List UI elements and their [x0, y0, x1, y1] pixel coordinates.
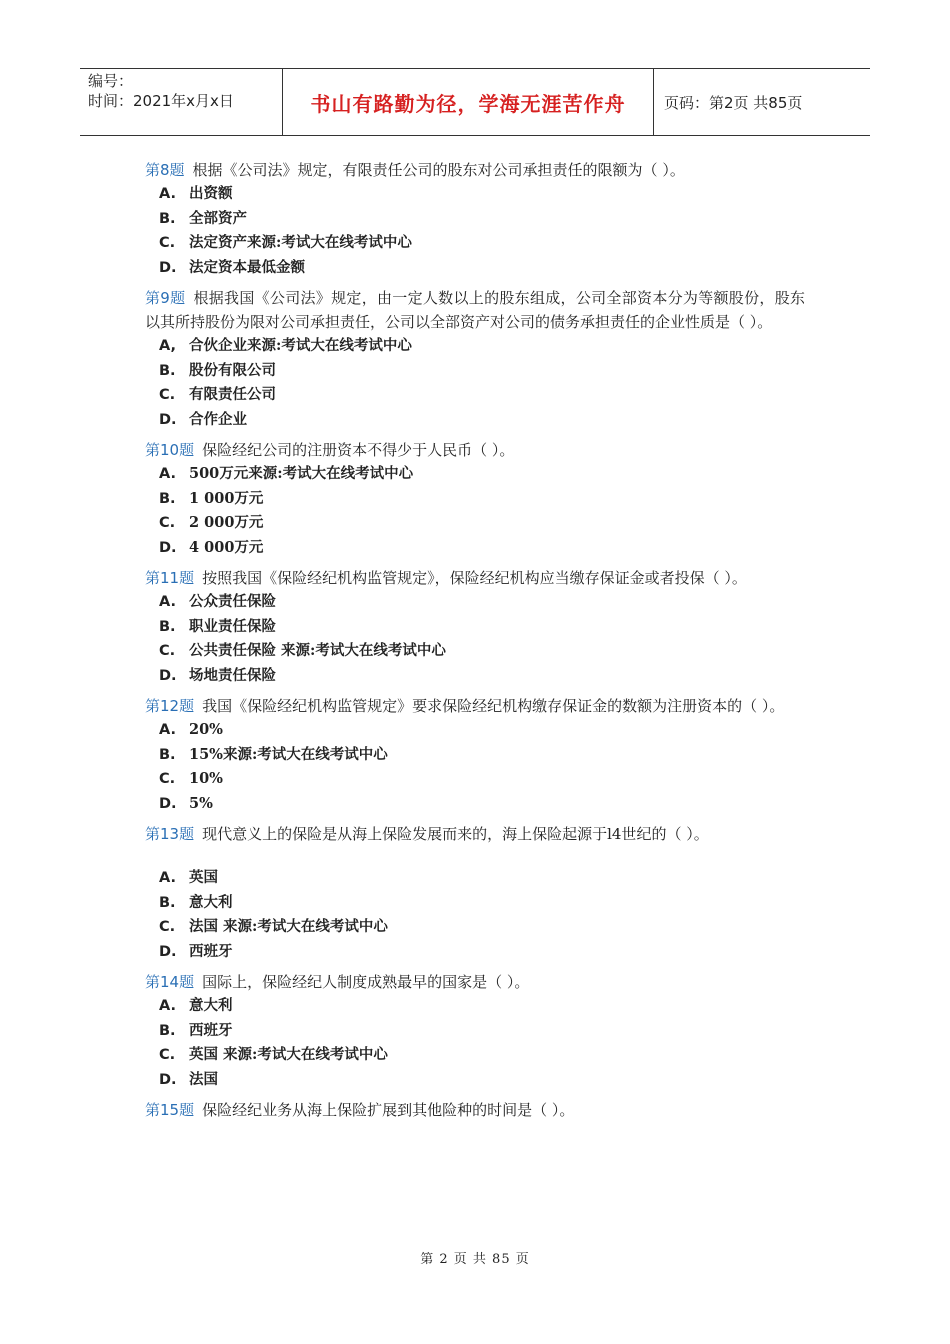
answer-option [145, 915, 805, 940]
answer-option [145, 383, 805, 408]
question-number: 第14题 [145, 973, 195, 991]
answer-option [145, 767, 805, 792]
code-label: 编号： [88, 72, 134, 90]
option-text: 职业责任保险 [189, 617, 276, 635]
answer-option [145, 231, 805, 256]
option-text: 500万元来源:考试大在线考试中心 [189, 465, 414, 482]
question-text-block [145, 1098, 805, 1122]
question-number: 第13题 [145, 825, 195, 843]
option-letter: C. [159, 515, 176, 531]
option-text: 15%来源:考试大在线考试中心 [189, 745, 388, 763]
option-letter: A. [159, 594, 176, 610]
page-footer: 第 2 页 共 85 页 [420, 1252, 530, 1267]
header-meta [80, 69, 282, 135]
option-letter: D. [159, 943, 177, 960]
answer-option [145, 590, 805, 615]
page-header [80, 68, 870, 136]
answer-option [145, 639, 805, 664]
option-letter: C. [159, 771, 176, 787]
option-letter: B. [159, 618, 176, 635]
option-text: 英国 来源:考试大在线考试中心 [189, 1046, 388, 1063]
option-letter: D. [159, 1071, 177, 1088]
option-letter: A. [159, 722, 176, 738]
option-letter: B. [159, 894, 176, 911]
question-item [145, 438, 805, 560]
question-item [145, 822, 805, 964]
option-text: 5% [189, 794, 213, 812]
option-text: 西班牙 [189, 942, 233, 960]
question-item [145, 694, 805, 816]
question-text-block [145, 822, 805, 846]
answer-option [145, 866, 805, 891]
option-text: 1 000万元 [189, 489, 264, 507]
option-text: 西班牙 [189, 1021, 233, 1039]
option-letter: A. [159, 186, 176, 202]
question-text-block [145, 970, 805, 994]
option-text: 法定资本最低金额 [189, 258, 305, 276]
time-label: 时间：2021年x月x日 [88, 92, 234, 110]
question-text: 根据《公司法》规定，有限责任公司的股东对公司承担责任的限额为（ ）。 [192, 161, 685, 179]
option-text: 4 000万元 [189, 538, 264, 556]
option-text: 公共责任保险 来源:考试大在线考试中心 [189, 642, 446, 659]
question-text-block [145, 286, 805, 334]
option-text: 合作企业 [189, 410, 247, 428]
question-text: 现代意义上的保险是从海上保险发展而来的，海上保险起源于l4世纪的（ ）。 [202, 825, 709, 843]
question-number: 第10题 [145, 441, 195, 459]
option-letter: C. [159, 643, 176, 659]
option-letter: A. [159, 998, 176, 1014]
question-number: 第9题 [145, 289, 186, 307]
option-text: 20% [189, 721, 223, 738]
answer-option [145, 536, 805, 561]
question-text: 我国《保险经纪机构监管规定》要求保险经纪机构缴存保证金的数额为注册资本的（ ）。 [202, 697, 785, 715]
option-letter: B. [159, 746, 176, 763]
header-page-info: 页码：第2页 共85页 [664, 93, 803, 112]
option-letter: B. [159, 1022, 176, 1039]
option-letter: D. [159, 795, 177, 812]
option-text: 意大利 [189, 997, 233, 1014]
question-item [145, 1098, 805, 1122]
option-text: 公众责任保险 [189, 593, 276, 610]
answer-option [145, 487, 805, 512]
option-letter: C. [159, 235, 176, 251]
question-item [145, 158, 805, 280]
question-item [145, 970, 805, 1092]
question-number: 第11题 [145, 569, 195, 587]
question-item [145, 566, 805, 688]
option-text: 意大利 [189, 893, 233, 911]
option-text: 法定资产来源:考试大在线考试中心 [189, 234, 412, 251]
question-text-block [145, 438, 805, 462]
answer-option [145, 792, 805, 817]
question-text-block [145, 694, 805, 718]
option-letter: B. [159, 490, 176, 507]
option-text: 场地责任保险 [189, 666, 276, 684]
question-number: 第8题 [145, 161, 185, 179]
option-letter: D. [159, 411, 177, 428]
option-letter: C. [159, 387, 176, 403]
question-list [145, 158, 805, 1128]
answer-option [145, 718, 805, 743]
header-motto: 书山有路勤为径，学海无涯苦作舟 [282, 69, 654, 135]
option-text: 出资额 [189, 185, 233, 202]
option-text: 法国 [189, 1070, 218, 1088]
answer-option [145, 1068, 805, 1093]
answer-option [145, 664, 805, 689]
answer-option [145, 182, 805, 207]
question-text: 保险经纪业务从海上保险扩展到其他险种的时间是（ ）。 [202, 1101, 575, 1119]
answer-option [145, 511, 805, 536]
option-text: 全部资产 [189, 209, 247, 227]
answer-option [145, 359, 805, 384]
answer-option [145, 408, 805, 433]
option-text: 法国 来源:考试大在线考试中心 [189, 918, 388, 935]
question-text: 国际上，保险经纪人制度成熟最早的国家是（ ）。 [202, 973, 530, 991]
option-text: 2 000万元 [189, 514, 264, 531]
answer-option [145, 743, 805, 768]
option-text: 英国 [189, 869, 218, 886]
option-text: 10% [189, 770, 223, 787]
question-text-block [145, 566, 805, 590]
option-text: 合伙企业来源:考试大在线考试中心 [189, 337, 412, 354]
answer-option [145, 334, 805, 359]
option-letter: B. [159, 210, 176, 227]
option-letter: B. [159, 362, 176, 379]
option-letter: C. [159, 1047, 176, 1063]
option-text: 有限责任公司 [189, 386, 276, 403]
answer-option [145, 256, 805, 281]
option-text: 股份有限公司 [189, 361, 276, 379]
answer-option [145, 940, 805, 965]
answer-option [145, 994, 805, 1019]
answer-option [145, 891, 805, 916]
option-letter: D. [159, 259, 177, 276]
answer-option [145, 1019, 805, 1044]
question-item [145, 286, 805, 432]
option-letter: C. [159, 919, 176, 935]
answer-option [145, 1043, 805, 1068]
option-letter: D. [159, 539, 177, 556]
answer-option [145, 462, 805, 487]
option-letter: A, [159, 338, 176, 354]
question-text: 按照我国《保险经纪机构监管规定》，保险经纪机构应当缴存保证金或者投保（ ）。 [202, 569, 747, 587]
option-letter: A. [159, 870, 176, 886]
option-letter: D. [159, 667, 177, 684]
question-text-block [145, 158, 805, 182]
question-number: 第12题 [145, 697, 195, 715]
question-text: 根据我国《公司法》规定，由一定人数以上的股东组成，公司全部资本分为等额股份，股东以其所持股份为限对公司承担责任，公司以全部资产对公司的债务承担责任的企业性质是（ ）。 [145, 289, 805, 331]
question-number: 第15题 [145, 1101, 195, 1119]
answer-option [145, 615, 805, 640]
option-letter: A. [159, 466, 176, 482]
answer-option [145, 207, 805, 232]
question-text: 保险经纪公司的注册资本不得少于人民币（ ）。 [202, 441, 515, 459]
